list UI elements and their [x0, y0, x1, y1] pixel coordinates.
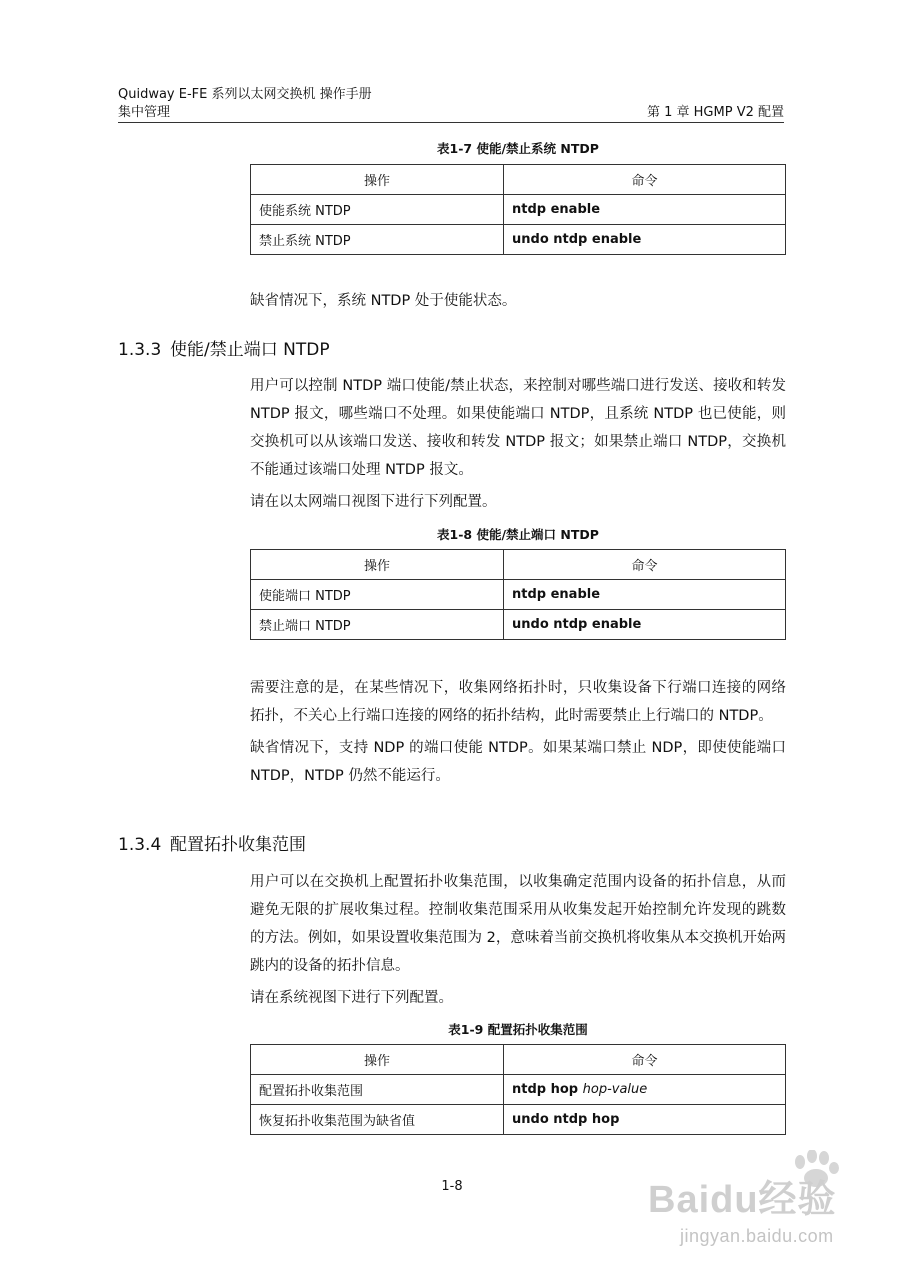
op-cell: 禁止系统 NTDP — [251, 225, 504, 255]
paragraph: 请在系统视图下进行下列配置。 — [250, 990, 453, 1006]
section-heading-1-3-4 — [118, 830, 306, 855]
table-header-row — [251, 1045, 786, 1075]
table7 — [250, 164, 786, 255]
page-number: 1-8 — [441, 1179, 463, 1194]
op-cell: 使能系统 NTDP — [251, 195, 504, 225]
cmd-cell: undo ntdp enable — [504, 610, 786, 640]
chapter-title: 第 1 章 HGMP V2 配置 — [646, 105, 784, 120]
table-row — [251, 1075, 786, 1105]
op-cell: 禁止端口 NTDP — [251, 610, 504, 640]
watermark-url: jingyan.baidu.com — [680, 1226, 834, 1246]
table-row — [251, 580, 786, 610]
table8-caption: 表1-8 使能/禁止端口 NTDP — [437, 527, 599, 542]
cmd-cell: ntdp enable — [504, 580, 786, 610]
section-title: 配置拓扑收集范围 — [170, 835, 306, 855]
table-row — [251, 225, 786, 255]
paragraph-default-system — [250, 287, 786, 319]
op-cell: 配置拓扑收集范围 — [251, 1075, 504, 1105]
baidu-watermark — [636, 1150, 896, 1270]
col-op-header: 操作 — [251, 1045, 504, 1075]
table-row — [251, 610, 786, 640]
section-1-3-4-body — [250, 868, 786, 1016]
doc-title: Quidway E-FE 系列以太网交换机 操作手册 — [118, 87, 372, 102]
table-header-row — [251, 550, 786, 580]
cmd-argument: hop-value — [582, 1082, 648, 1097]
col-op-header: 操作 — [251, 550, 504, 580]
table8 — [250, 549, 786, 640]
cmd-cell: ntdp enable — [504, 195, 786, 225]
col-cmd-header: 命令 — [504, 165, 786, 195]
section-title: 使能/禁止端口 NTDP — [170, 340, 330, 360]
table-header-row — [251, 165, 786, 195]
paragraph: 请在以太网端口视图下进行下列配置。 — [250, 494, 497, 510]
col-cmd-header: 命令 — [504, 1045, 786, 1075]
header-rule — [118, 122, 784, 123]
op-cell: 恢复拓扑收集范围为缺省值 — [251, 1105, 504, 1135]
watermark-logo: Baidu经验 — [648, 1179, 837, 1221]
section-heading-1-3-3 — [118, 335, 330, 360]
section-number: 1.3.4 — [118, 835, 162, 855]
section-1-3-3-body — [250, 372, 786, 520]
notes-body — [250, 674, 786, 794]
section-name: 集中管理 — [118, 105, 171, 120]
col-op-header: 操作 — [251, 165, 504, 195]
cmd-cell: undo ntdp hop — [504, 1105, 786, 1135]
op-cell: 使能端口 NTDP — [251, 580, 504, 610]
table-row — [251, 195, 786, 225]
paragraph: 需要注意的是，在某些情况下，收集网络拓扑时，只收集设备下行端口连接的网络拓扑，不关心上行端口连接的网络的拓扑结构，此时需要禁止上行端口的 NTDP。 — [250, 680, 786, 724]
table7-caption: 表1-7 使能/禁止系统 NTDP — [437, 141, 599, 156]
table-row — [251, 1105, 786, 1135]
paragraph: 用户可以控制 NTDP 端口使能/禁止状态，来控制对哪些端口进行发送、接收和转发 NTDP 报文，哪些端口不处理。如果使能端口 NTDP，且系统 NTDP 也已使能，则交换机可以从该端口发送、接收和转发 NTDP 报文；如果禁止端口 NTDP，交换机不能通过该端口处理 NTDP 报文。 — [250, 378, 786, 478]
col-cmd-header: 命令 — [504, 550, 786, 580]
cmd-keyword: ntdp hop — [512, 1082, 579, 1097]
table9-caption: 表1-9 配置拓扑收集范围 — [448, 1022, 588, 1037]
paragraph: 缺省情况下，支持 NDP 的端口使能 NTDP。如果某端口禁止 NDP，即使使能端口 NTDP，NTDP 仍然不能运行。 — [250, 740, 786, 784]
table9 — [250, 1044, 786, 1135]
cmd-cell: undo ntdp enable — [504, 225, 786, 255]
cmd-cell — [504, 1075, 786, 1105]
section-number: 1.3.3 — [118, 340, 162, 360]
paragraph: 用户可以在交换机上配置拓扑收集范围，以收集确定范围内设备的拓扑信息，从而避免无限的扩展收集过程。控制收集范围采用从收集发起开始控制允许发现的跳数的方法。例如，如果设置收集范围为 2，意味着当前交换机将收集从本交换机开始两跳内的设备的拓扑信息。 — [250, 874, 786, 974]
paragraph: 缺省情况下，系统 NTDP 处于使能状态。 — [250, 293, 517, 309]
